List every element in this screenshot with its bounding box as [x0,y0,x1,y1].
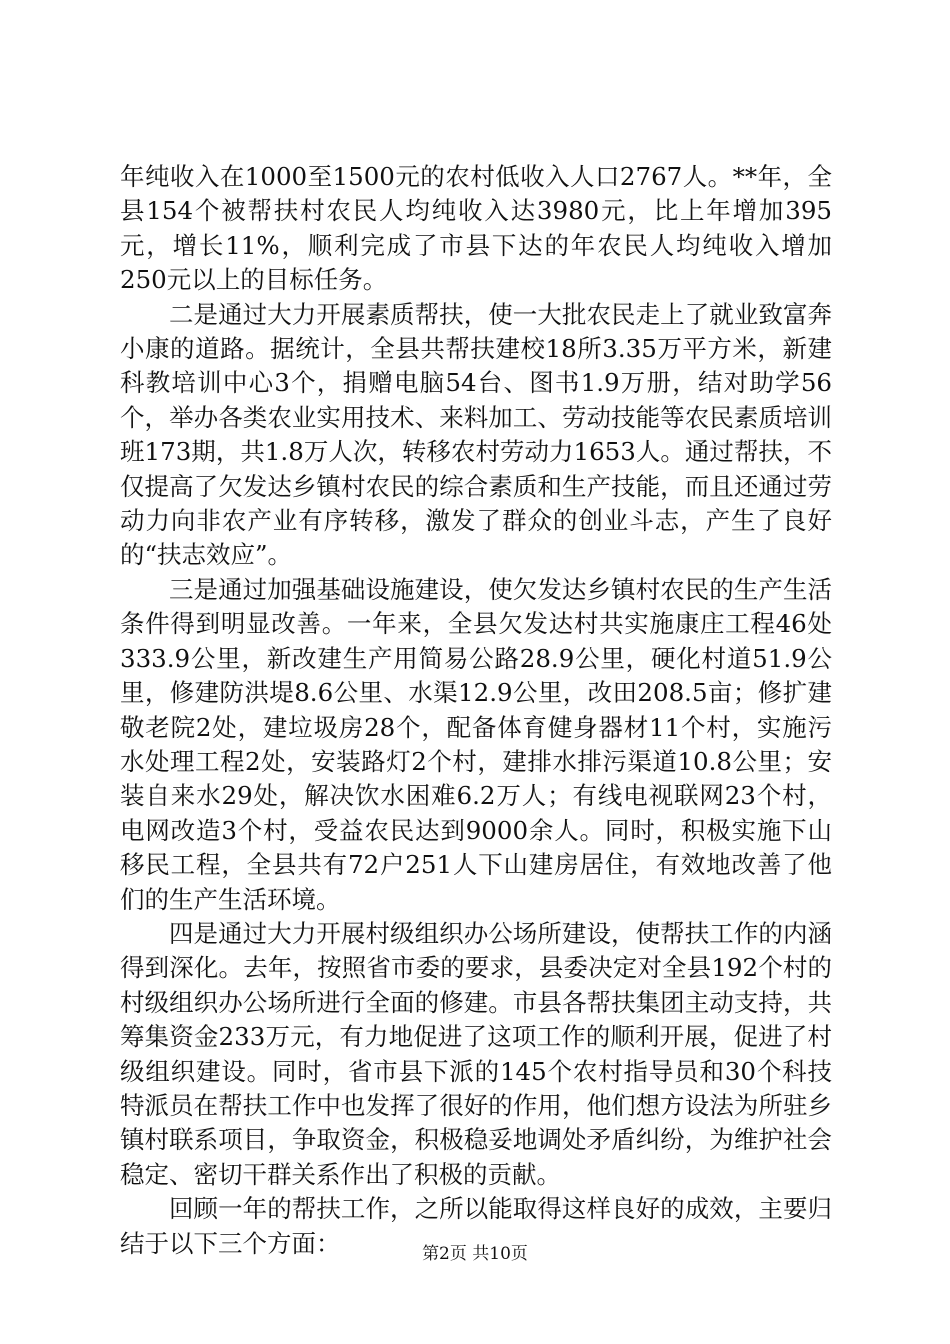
document-body [120,160,832,1261]
paragraph-1: 年纯收入在1000至1500元的农村低收入人口2767人。**年，全县154个被帮扶村农民人均纯收入达3980元，比上年增加395元，增长11%，顺利完成了市县下达的年农民人均纯收入增加250元以上的目标任务。 [120,162,832,295]
paragraph-5: 回顾一年的帮扶工作，之所以能取得这样良好的成效，主要归结于以下三个方面： [120,1194,832,1258]
page-number-label: 第2页 共10页 [422,1244,528,1264]
page-footer [0,1243,950,1265]
paragraph-4: 四是通过大力开展村级组织办公场所建设，使帮扶工作的内涵得到深化。去年，按照省市委的要求，县委决定对全县192个村的村级组织办公场所进行全面的修建。市县各帮扶集团主动支持，共筹集资金233万元，有力地促进了这项工作的顺利开展，促进了村级组织建设。同时，省市县下派的145个农村指导员和30个科技特派员在帮扶工作中也发挥了很好的作用，他们想方设法为所驻乡镇村联系项目，争取资金，积极稳妥地调处矛盾纠纷，为维护社会稳定、密切干群关系作出了积极的贡献。 [120,918,832,1189]
paragraph-3: 三是通过加强基础设施建设，使欠发达乡镇村农民的生产生活条件得到明显改善。一年来，全县欠发达村共实施康庄工程46处333.9公里，新改建生产用简易公路28.9公里，硬化村道51.9公里，修建防洪堤8.6公里、水渠12.9公里，改田208.5亩；修扩建敬老院2处，建垃圾房28个，配备体育健身器材11个村，实施污水处理工程2处，安装路灯2个村，建排水排污渠道10.8公里；安装自来水29处，解决饮水困难6.2万人；有线电视联网23个村，电网改造3个村，受益农民达到9000余人。同时，积极实施下山移民工程，全县共有72户251人下山建房居住，有效地改善了他们的生产生活环境。 [120,574,832,914]
paragraph-2: 二是通过大力开展素质帮扶，使一大批农民走上了就业致富奔小康的道路。据统计，全县共帮扶建校18所3.35万平方米，新建科教培训中心3个，捐赠电脑54台、图书1.9万册，结对助学56个，举办各类农业实用技术、来料加工、劳动技能等农民素质培训班173期，共1.8万人次，转移农村劳动力1653人。通过帮扶，不仅提高了欠发达乡镇村农民的综合素质和生产技能，而且还通过劳动力向非农产业有序转移，激发了群众的创业斗志，产生了良好的“扶志效应”。 [120,299,832,570]
